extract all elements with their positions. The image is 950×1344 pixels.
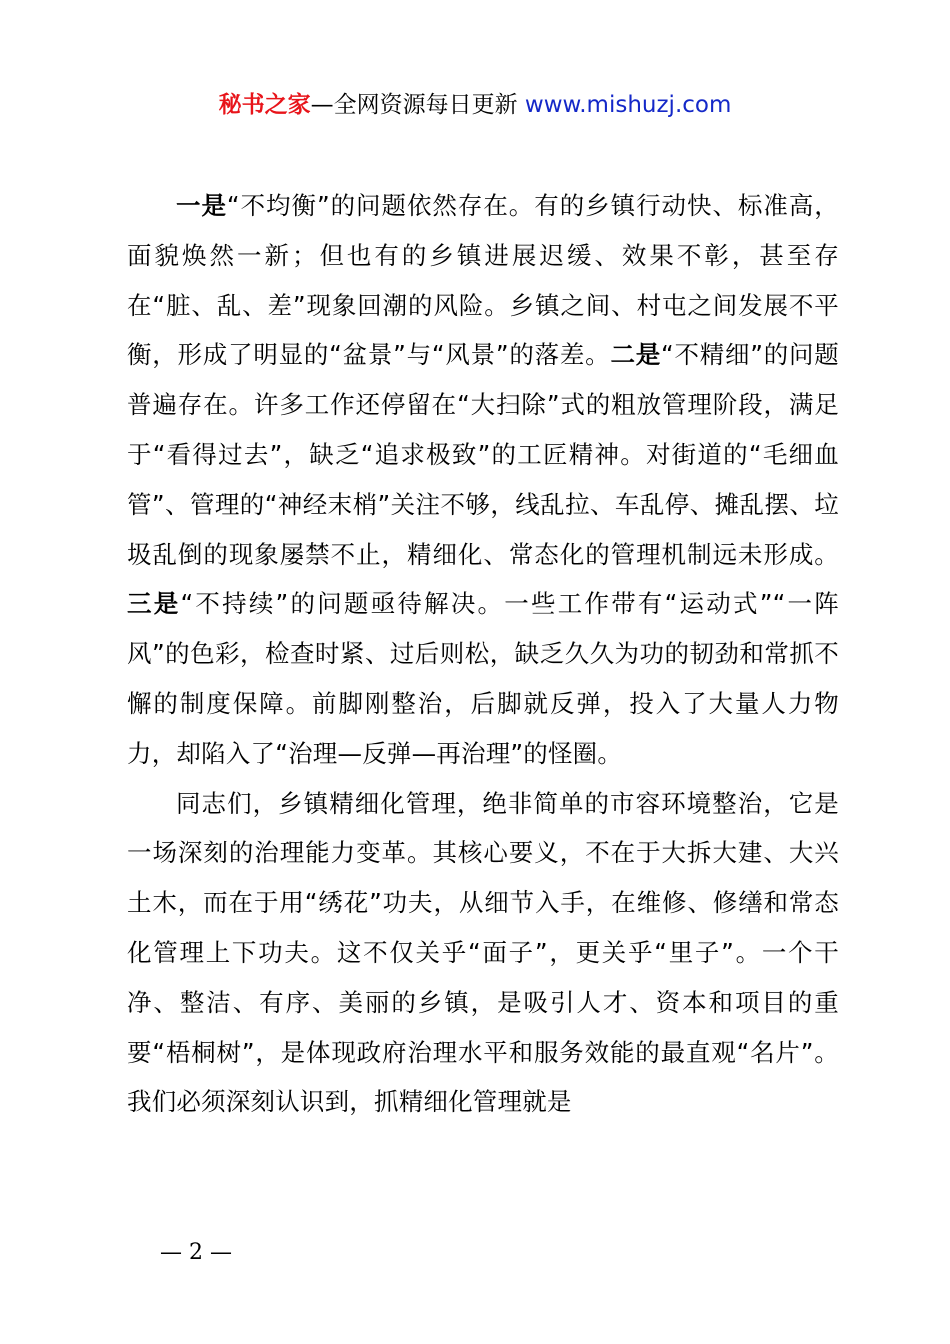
paragraph-problems	[127, 181, 839, 779]
site-url[interactable]: www.mishuzj.com	[524, 92, 732, 118]
point-label-1: 一是	[176, 191, 227, 220]
point-label-2: 二是	[610, 340, 662, 370]
point-text-3: “不持续”的问题亟待解决。一些工作带有“运动式”“一阵风”的色彩，检查时紧、过后则松，缺乏久久为功的韧劲和常抓不懈的制度保障。前脚刚整治，后脚就反弹，投入了大量人力物力，却陷入了“治理—反弹—再治理”的怪圈。	[127, 589, 839, 768]
page-header	[0, 88, 950, 122]
point-text-2: “不精细”的问题普遍存在。许多工作还停留在“大扫除”式的粗放管理阶段，满足于“看得过去”，缺乏“追求极致”的工匠精神。对街道的“毛细血管”、管理的“神经末梢”关注不够，线乱拉、车乱停、摊乱摆、垃圾乱倒的现象屡禁不止，精细化、常态化的管理机制远未形成。	[127, 340, 839, 569]
document-body	[127, 181, 839, 1127]
page-number: — 2 —	[160, 1240, 232, 1265]
brand-name: 秘书之家	[218, 92, 311, 118]
point-label-3: 三是	[127, 589, 181, 619]
header-tagline: —全网资源每日更新	[310, 92, 525, 118]
point-text-1: “不均衡”的问题依然存在。有的乡镇行动快、标准高，面貌焕然一新；但也有的乡镇进展迟缓、效果不彰，甚至存在“脏、乱、差”现象回潮的风险。乡镇之间、村屯之间发展不平衡，形成了明显的“盆景”与“风景”的落差。	[127, 191, 839, 370]
paragraph-comrades: 同志们，乡镇精细化管理，绝非简单的市容环境整治，它是一场深刻的治理能力变革。其核心要义，不在于大拆大建、大兴土木，而在于用“绣花”功夫，从细节入手，在维修、修缮和常态化管理上下功夫。这不仅关乎“面子”，更关乎“里子”。一个干净、整洁、有序、美丽的乡镇，是吸引人才、资本和项目的重要“梧桐树”，是体现政府治理水平和服务效能的最直观“名片”。我们必须深刻认识到，抓精细化管理就是	[127, 788, 839, 1117]
